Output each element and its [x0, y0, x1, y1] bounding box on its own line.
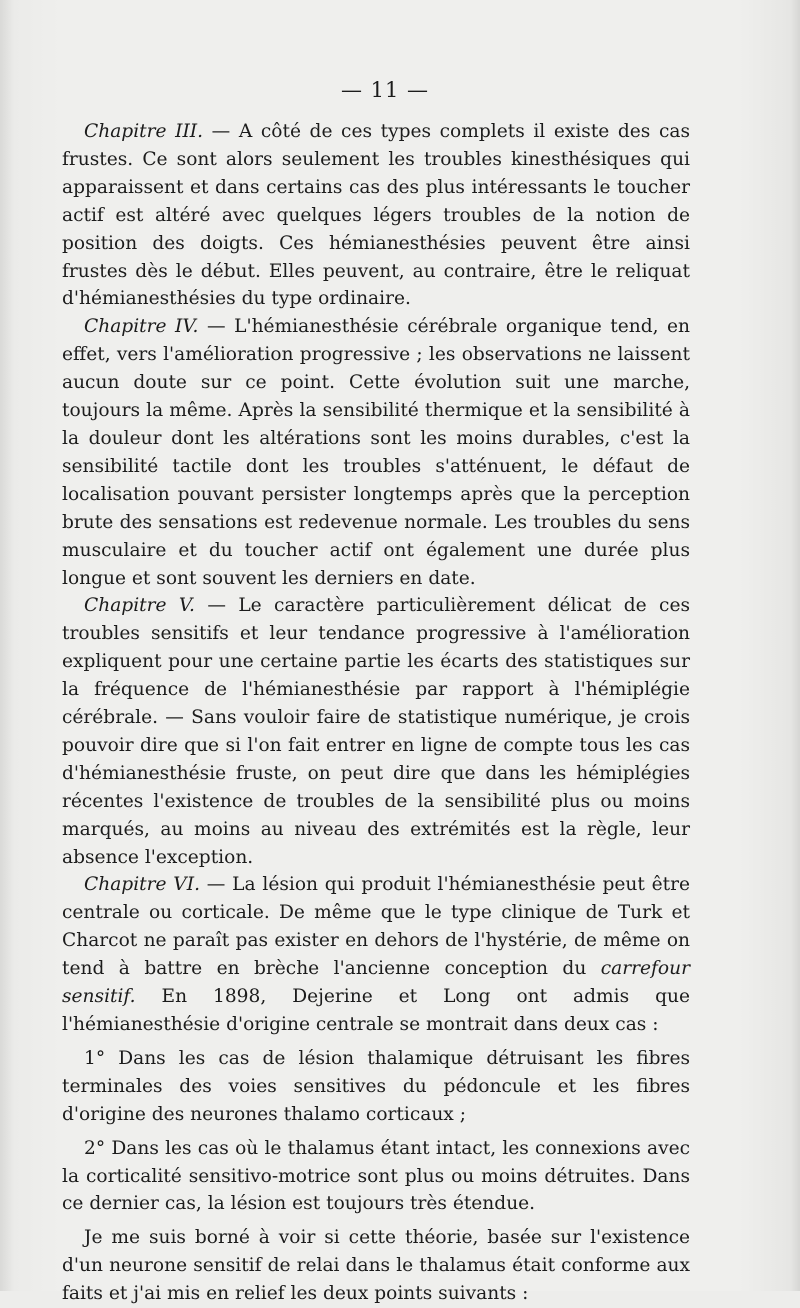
- chapter-heading: Chapitre IV.: [84, 316, 199, 338]
- chapter-heading: Chapitre III.: [84, 121, 204, 142]
- paragraph-text: En 1898, Dejerine et Long ont admis que l'hémianesthésie d'origine centrale se montrait dans deux cas :: [62, 986, 690, 1035]
- paragraph-conclusion: Je me suis borné à voir si cette théorie, basée sur l'existence d'un neurone sensitif de relai dans le thalamus était conforme aux faits et j'ai mis en relief les deux points suivants :: [62, 1227, 690, 1305]
- emphasis-term: carrefour sensitif.: [62, 958, 690, 1008]
- paragraph-chapitre-3: [62, 118, 690, 313]
- paragraph-point-1: 1° Dans les cas de lésion thalamique détruisant les fibres terminales des voies sensitives du pédoncule et les fibres d'origine des neurones thalamo corticaux ;: [62, 1047, 690, 1125]
- chapter-heading: Chapitre VI.: [84, 874, 200, 896]
- paragraph-point-2: 2° Dans les cas où le thalamus étant intact, les connexions avec la corticalité sensitivo-motrice sont plus ou moins détruites. Dans ce dernier cas, la lésion est toujours très étendue.: [62, 1137, 690, 1215]
- page-number: — 11 —: [340, 78, 430, 102]
- paragraph-chapitre-4: [62, 313, 690, 592]
- chapter-heading: Chapitre V.: [84, 595, 195, 617]
- paragraph-chapitre-6: [62, 871, 690, 1038]
- paragraph-text: — A côté de ces types complets il existe des cas frustes. Ce sont alors seulement les troubles kinesthésiques qui apparaissent et dans certains cas des plus intéressants le toucher actif est altéré avec quelques légers troubles de la notion de position des doigts. Ces hémianesthésies peuvent être ainsi frustes dès le début. Elles peuvent, au contraire, être le reliquat d'hémianesthésies du type ordinaire.: [62, 121, 690, 310]
- body-text: [62, 118, 690, 1308]
- paragraph-text: — L'hémianesthésie cérébrale organique tend, en effet, vers l'amélioration progressive ; les observations ne laissent aucun doute sur ce point. Cette évolution suit une marche, toujours la même. Après la sensibilité thermique et la sensibilité à la douleur dont les altérations sont les moins durables, c'est la sensibilité tactile dont les troubles s'atténuent, le défaut de localisation pouvant persister longtemps après que la perception brute des sensations est redevenue normale. Les troubles du sens musculaire et du toucher actif ont également une durée plus longue et sont souvent les derniers en date.: [62, 316, 691, 589]
- paragraph-text: — Le caractère particulièrement délicat de ces troubles sensitifs et leur tendance progressive à l'amélioration expliquent pour une certaine partie les écarts des statistiques sur la fréquence de l'hémianesthésie par rapport à l'hémiplégie cérébrale. — Sans vouloir faire de statistique numérique, je crois pouvoir dire que si l'on fait entrer en ligne de compte tous les cas d'hémianesthésie fruste, on peut dire que dans les hémiplégies récentes l'existence de troubles de la sensibilité plus ou moins marqués, au moins au niveau des extrémités est la règle, leur absence l'exception.: [62, 595, 690, 868]
- paragraph-chapitre-5: [62, 592, 690, 871]
- paragraph-text: — La lésion qui produit l'hémianesthésie peut être centrale ou corticale. De même que le type clinique de Turk et Charcot ne paraît pas exister en dehors de l'hystérie, de même on tend à battre en brèche l'ancienne conception du: [62, 874, 690, 980]
